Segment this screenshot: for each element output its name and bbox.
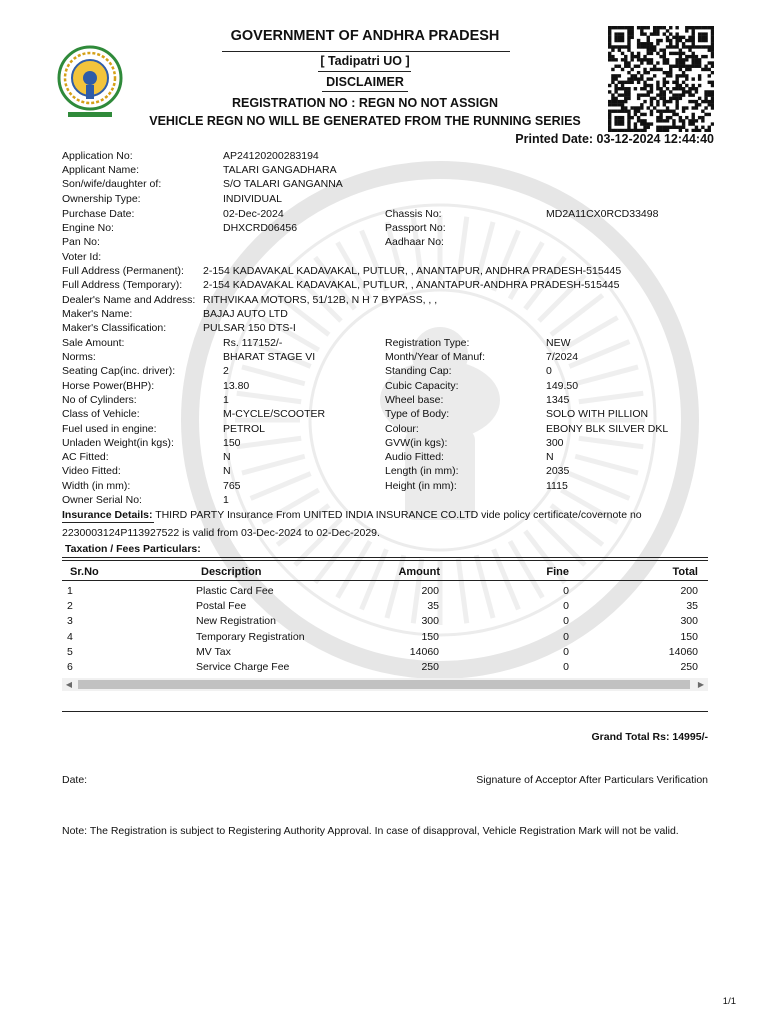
label-chassis-no: Chassis No: [385, 208, 442, 220]
cell-fine: 0 [563, 661, 569, 673]
note-text: Note: The Registration is subject to Registering Authority Approval. In case of disapproval, Vehicle Registration Mark will not be valid. [62, 825, 679, 837]
value-height: 1115 [546, 480, 568, 492]
label-norms: Norms: [62, 351, 96, 363]
value-wheel-base: 1345 [546, 394, 570, 406]
insurance-text-1: THIRD PARTY Insurance From UNITED INDIA INSURANCE CO.LTD vide policy certificate/covernote no [155, 509, 642, 521]
label-relation: Son/wife/daughter of: [62, 178, 162, 190]
value-maker: BAJAJ AUTO LTD [203, 308, 288, 320]
cell-description: Plastic Card Fee [196, 585, 274, 597]
cell-amount: 14060 [409, 645, 439, 658]
cell-total: 250 [680, 661, 698, 673]
insurance-text-2: 2230003124P113927522 is valid from 03-Dec-2024 to 02-Dec-2029. [62, 527, 380, 539]
col-description: Description [201, 566, 262, 578]
label-sale-amount: Sale Amount: [62, 337, 125, 349]
value-fuel: PETROL [223, 423, 266, 435]
label-voter-id: Voter Id: [62, 251, 102, 263]
cell-srno: 2 [67, 600, 73, 613]
cell-amount: 250 [421, 661, 439, 673]
label-gvw: GVW(in kgs): [385, 437, 448, 449]
cell-description: Service Charge Fee [196, 661, 290, 673]
value-registration-type: NEW [546, 337, 571, 349]
label-standing: Standing Cap: [385, 365, 452, 377]
value-cylinders: 1 [223, 394, 229, 406]
label-audio-fitted: Audio Fitted: [385, 451, 444, 463]
label-engine-no: Engine No: [62, 222, 114, 234]
value-gvw: 300 [546, 437, 564, 449]
label-application-no: Application No: [62, 150, 133, 162]
value-colour: EBONY BLK SILVER DKL [546, 423, 669, 435]
printed-date: Printed Date: 03-12-2024 12:44:40 [515, 132, 714, 146]
value-owner-serial: 1 [223, 494, 229, 506]
value-dealer: RITHVIKAA MOTORS, 51/12B, N H 7 BYPASS, , , [203, 294, 438, 306]
chevron-right-icon[interactable]: ▶ [697, 680, 705, 689]
label-owner-serial: Owner Serial No: [62, 494, 142, 506]
page-number: 1/1 [722, 996, 736, 1007]
value-audio-fitted: N [546, 451, 554, 463]
cell-fine: 0 [563, 600, 569, 613]
value-standing: 0 [546, 365, 552, 377]
govt-title: GOVERNMENT OF ANDHRA PRADESH [230, 28, 500, 44]
cell-srno: 4 [67, 630, 73, 643]
value-address-permanent: 2-154 KADAVAKAL KADAVAKAL, PUTLUR, , ANANTAPUR, ANDHRA PRADESH-515445 [203, 265, 622, 277]
cell-amount: 200 [421, 585, 439, 597]
value-maker-class: PULSAR 150 DTS-I [203, 322, 296, 334]
cell-total: 35 [686, 600, 698, 613]
value-body-type: SOLO WITH PILLION [546, 408, 649, 420]
cell-total: 150 [680, 630, 698, 643]
cell-srno: 3 [67, 615, 73, 628]
cell-fine: 0 [563, 615, 569, 628]
label-vehicle-class: Class of Vehicle: [62, 408, 140, 420]
cell-fine: 0 [563, 585, 569, 597]
label-applicant-name: Applicant Name: [62, 164, 140, 176]
insurance-label: Insurance Details: [62, 509, 153, 521]
value-ownership: INDIVIDUAL [223, 193, 282, 205]
cell-description: Postal Fee [196, 600, 247, 613]
value-sale-amount: Rs. 117152/- [223, 337, 283, 349]
value-address-temporary: 2-154 KADAVAKAL KADAVAKAL, PUTLUR, , ANANTAPUR-ANDHRA PRADESH-515445 [203, 279, 620, 291]
label-fuel: Fuel used in engine: [62, 423, 157, 435]
cell-srno: 1 [67, 585, 73, 597]
grand-total: Grand Total Rs: 14995/- [591, 731, 708, 743]
label-length: Length (in mm): [385, 465, 459, 477]
value-video-fitted: N [223, 465, 231, 477]
cell-total: 200 [680, 585, 698, 597]
value-relation: S/O TALARI GANGANNA [223, 178, 343, 190]
label-unladen-weight: Unladen Weight(in kgs): [62, 437, 174, 449]
label-wheel-base: Wheel base: [385, 394, 444, 406]
label-width: Width (in mm): [62, 480, 131, 492]
value-purchase-date: 02-Dec-2024 [223, 208, 284, 220]
disclaimer-title: DISCLAIMER [326, 75, 404, 89]
value-applicant-name: TALARI GANGADHARA [223, 164, 337, 176]
label-body-type: Type of Body: [385, 408, 450, 420]
insurance-line-1 [62, 509, 642, 521]
value-engine-no: DHXCRD06456 [223, 222, 298, 234]
chevron-left-icon[interactable]: ◀ [65, 680, 73, 689]
label-ac-fitted: AC Fitted: [62, 451, 109, 463]
signature-label: Signature of Acceptor After Particulars Verification [476, 774, 708, 786]
cell-total: 14060 [668, 645, 698, 658]
value-width: 765 [223, 480, 241, 492]
col-amount: Amount [398, 566, 440, 578]
col-srno: Sr.No [70, 566, 99, 578]
label-height: Height (in mm): [385, 480, 457, 492]
col-fine: Fine [546, 566, 569, 578]
cell-fine: 0 [563, 630, 569, 643]
cell-description: MV Tax [196, 645, 231, 658]
cell-amount: 300 [421, 615, 439, 628]
label-cubic-capacity: Cubic Capacity: [385, 380, 459, 392]
label-dealer: Dealer's Name and Address: [62, 294, 196, 306]
label-maker: Maker's Name: [62, 308, 133, 320]
cell-fine: 0 [563, 645, 569, 658]
date-label: Date: [62, 774, 88, 786]
cell-description: Temporary Registration [196, 630, 305, 643]
value-unladen-weight: 150 [223, 437, 241, 449]
value-chassis-no: MD2A11CX0RCD33498 [546, 208, 659, 220]
regn-no: REGISTRATION NO : REGN NO NOT ASSIGN [232, 96, 498, 110]
label-video-fitted: Video Fitted: [62, 465, 121, 477]
value-seating: 2 [223, 365, 229, 377]
cell-total: 300 [680, 615, 698, 628]
cell-amount: 35 [427, 600, 439, 613]
label-ownership: Ownership Type: [62, 193, 141, 205]
value-horse-power: 13.80 [223, 380, 250, 392]
label-manuf: Month/Year of Manuf: [385, 351, 486, 363]
ap-emblem-icon [50, 44, 130, 120]
cell-srno: 6 [67, 661, 73, 673]
label-pan-no: Pan No: [62, 236, 100, 248]
label-aadhaar-no: Aadhaar No: [385, 236, 444, 248]
cell-srno: 5 [67, 645, 73, 658]
label-passport-no: Passport No: [385, 222, 446, 234]
label-horse-power: Horse Power(BHP): [62, 380, 155, 392]
col-total: Total [672, 566, 698, 578]
value-ac-fitted: N [223, 451, 231, 463]
scrollbar-thumb[interactable] [78, 680, 690, 689]
label-registration-type: Registration Type: [385, 337, 470, 349]
label-address-temporary: Full Address (Temporary): [62, 279, 183, 291]
cell-amount: 150 [421, 630, 439, 643]
value-vehicle-class: M-CYCLE/SCOOTER [223, 408, 326, 420]
label-maker-class: Maker's Classification: [62, 322, 167, 334]
value-norms: BHARAT STAGE VI [223, 351, 316, 363]
value-manuf: 7/2024 [546, 351, 579, 363]
series-note: VEHICLE REGN NO WILL BE GENERATED FROM THE RUNNING SERIES [149, 114, 581, 128]
label-seating: Seating Cap(inc. driver): [62, 365, 176, 377]
value-cubic-capacity: 149.50 [546, 380, 579, 392]
label-colour: Colour: [385, 423, 419, 435]
table-scrollbar[interactable] [62, 678, 708, 691]
value-length: 2035 [546, 465, 570, 477]
label-purchase-date: Purchase Date: [62, 208, 135, 220]
office-name: [ Tadipatri UO ] [320, 54, 410, 68]
cell-description: New Registration [196, 615, 276, 628]
label-cylinders: No of Cylinders: [62, 394, 137, 406]
label-address-permanent: Full Address (Permanent): [62, 265, 184, 277]
fees-title: Taxation / Fees Particulars: [65, 543, 201, 555]
value-application-no: AP24120200283194 [223, 150, 319, 162]
